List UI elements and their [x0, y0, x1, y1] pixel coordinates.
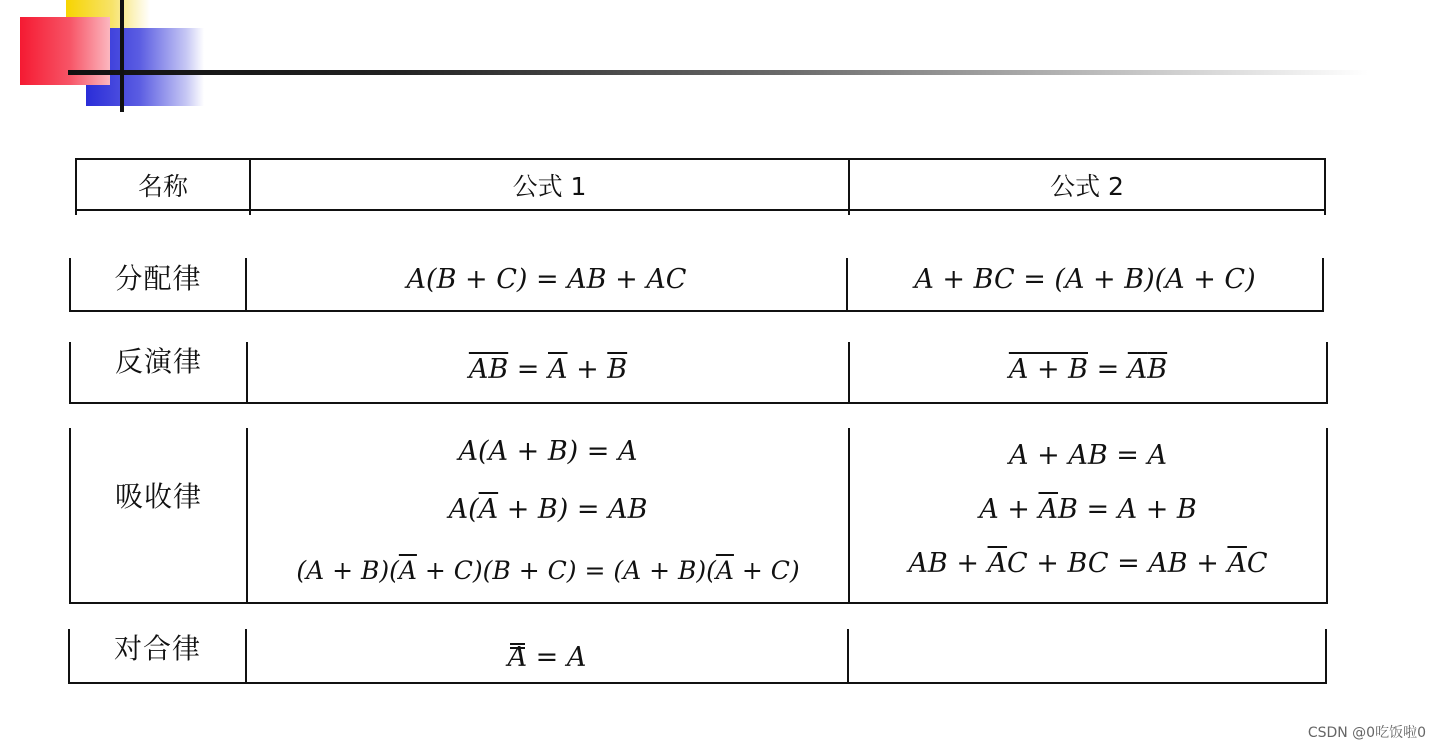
formula-absorption-2b: $A + \overline{A}B = A + B$	[979, 494, 1197, 525]
table-line	[69, 310, 1324, 312]
formula-absorption-1b: $A(\overline{A} + B)$ = AB	[448, 494, 648, 525]
formula-involution-1: A = A	[507, 642, 587, 673]
formula-distributive-2: A + BC = (A + B)(A + C)	[914, 264, 1256, 295]
formula-absorption-2c: AB + $\overline{A}C$ + BC = AB + $\overline{A}C$	[908, 548, 1268, 579]
header-formula-2: 公式 2	[1050, 171, 1124, 201]
formula-absorption-1c: $(A + B)(\overline{A} + C)(B + C) = (A + B)(\overline{A} + C)$	[296, 556, 800, 585]
row-name: 分配律	[114, 262, 202, 295]
table-line	[69, 602, 1328, 604]
row-name: 对合律	[113, 632, 201, 665]
table-line	[1324, 158, 1326, 215]
formula-distributive-1: A(B + C) = AB + AC	[406, 264, 687, 295]
decor-vertical-rule	[120, 0, 124, 112]
table-line	[68, 682, 1327, 684]
table-line	[1325, 629, 1327, 684]
row-name: 反演律	[114, 345, 202, 378]
table-line	[847, 629, 849, 684]
row-name: 吸收律	[114, 480, 202, 513]
decor-horizontal-rule	[68, 70, 1368, 75]
table-line	[1326, 428, 1328, 604]
table-line	[69, 402, 1328, 404]
table-line	[75, 209, 1326, 211]
formula-absorption-2a: A + AB = A	[1009, 440, 1167, 471]
header-formula-1: 公式 1	[512, 171, 587, 201]
formula-demorgan-1: $\overline{AB} = \overline{A} + \overline{B}$	[468, 354, 628, 385]
table-line	[1326, 342, 1328, 404]
formula-absorption-1a: A(A + B) = A	[458, 436, 638, 467]
table-line	[1322, 258, 1324, 312]
formula-demorgan-2: $A + B = \overline{A}\overline{B}$	[1008, 354, 1168, 385]
header-name: 名称	[137, 171, 188, 201]
watermark: CSDN @0吃饭啦0	[1307, 725, 1426, 741]
